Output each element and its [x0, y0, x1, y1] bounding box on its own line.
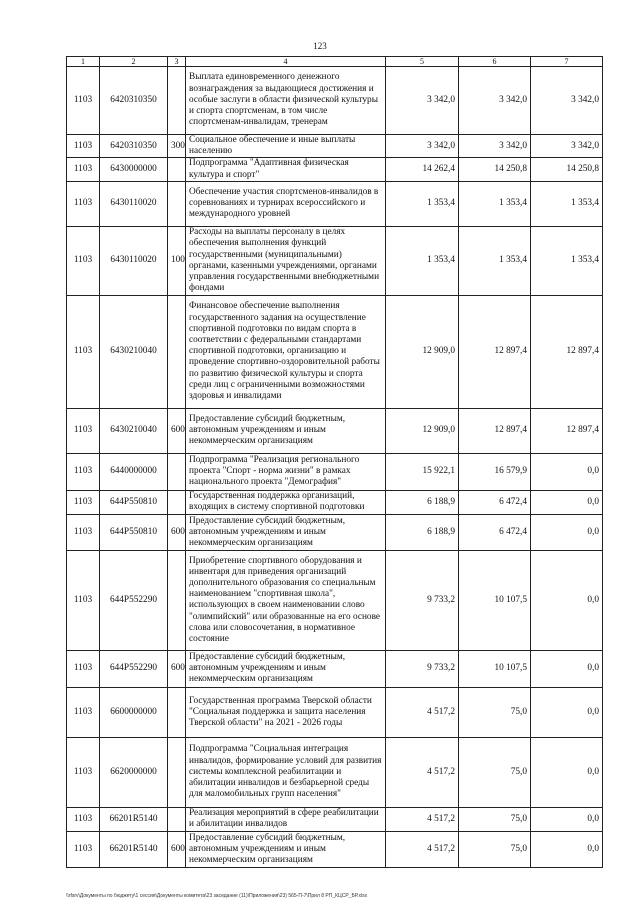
header-row: [67, 57, 603, 67]
expense-type-code: 600: [168, 831, 186, 867]
amount-col5: 6 188,9: [386, 490, 459, 514]
row-name: Подпрограмма "Адаптивная физическая культура и спорт": [186, 158, 386, 181]
expense-type-code: 100: [168, 226, 186, 295]
header-cell: 1: [67, 57, 100, 67]
expense-type-code: [168, 550, 186, 650]
table-row: [67, 514, 603, 550]
expense-type-code: [168, 687, 186, 737]
amount-col6: 75,0: [459, 831, 531, 867]
section-code: 1103: [67, 135, 100, 158]
amount-col7: 1 353,4: [531, 226, 603, 295]
table-row: [67, 687, 603, 737]
expense-type-code: [168, 158, 186, 181]
table-row: [67, 453, 603, 490]
amount-col5: 3 342,0: [386, 135, 459, 158]
amount-col6: 75,0: [459, 737, 531, 807]
amount-col5: 4 517,2: [386, 807, 459, 831]
table-row: [67, 550, 603, 650]
amount-col5: 12 909,0: [386, 408, 459, 453]
expense-type-code: 600: [168, 650, 186, 687]
amount-col5: 9 733,2: [386, 550, 459, 650]
header-cell: 6: [459, 57, 531, 67]
amount-col5: 15 922,1: [386, 453, 459, 490]
amount-col7: 0,0: [531, 550, 603, 650]
amount-col5: 4 517,2: [386, 831, 459, 867]
amount-col6: 1 353,4: [459, 181, 531, 226]
table-row: [67, 158, 603, 181]
amount-col6: 1 353,4: [459, 226, 531, 295]
amount-col7: 1 353,4: [531, 181, 603, 226]
target-article-code: 6420310350: [100, 67, 168, 135]
target-article-code: 6430000000: [100, 158, 168, 181]
section-code: 1103: [67, 737, 100, 807]
section-code: 1103: [67, 67, 100, 135]
target-article-code: 644P550810: [100, 490, 168, 514]
section-code: 1103: [67, 226, 100, 295]
row-name: Предоставление субсидий бюджетным, автономным учреждениям и иным некоммерческим организациям: [186, 650, 386, 687]
amount-col6: 3 342,0: [459, 67, 531, 135]
amount-col7: 0,0: [531, 831, 603, 867]
table-row: [67, 807, 603, 831]
amount-col5: 9 733,2: [386, 650, 459, 687]
amount-col7: 14 250,8: [531, 158, 603, 181]
amount-col7: 0,0: [531, 650, 603, 687]
target-article-code: 644P552290: [100, 650, 168, 687]
amount-col7: 0,0: [531, 453, 603, 490]
amount-col5: 6 188,9: [386, 514, 459, 550]
amount-col7: 3 342,0: [531, 67, 603, 135]
target-article-code: 6620000000: [100, 737, 168, 807]
target-article-code: 6440000000: [100, 453, 168, 490]
target-article-code: 6420310350: [100, 135, 168, 158]
amount-col7: 0,0: [531, 514, 603, 550]
amount-col6: 6 472,4: [459, 490, 531, 514]
table-row: [67, 650, 603, 687]
amount-col6: 16 579,9: [459, 453, 531, 490]
section-code: 1103: [67, 295, 100, 408]
row-name: Предоставление субсидий бюджетным, автономным учреждениям и иным некоммерческим организациям: [186, 408, 386, 453]
amount-col6: 14 250,8: [459, 158, 531, 181]
expense-type-code: 600: [168, 408, 186, 453]
table-row: [67, 226, 603, 295]
amount-col5: 4 517,2: [386, 737, 459, 807]
amount-col5: 14 262,4: [386, 158, 459, 181]
amount-col7: 12 897,4: [531, 408, 603, 453]
page-number: 123: [313, 41, 327, 51]
amount-col5: 12 909,0: [386, 295, 459, 408]
table-row: [67, 831, 603, 867]
row-name: Финансовое обеспечение выполнения государственного задания на осуществление спортивной подготовки по видам спорта в соответствии с федеральными стандартами спортивной подготовки, организацию и проведение спортивно-оздоровительной работы по развитию физической культуры и спорта среди лиц с ограниченными возможностями здоровья и инвалидами: [186, 295, 386, 408]
amount-col5: 1 353,4: [386, 226, 459, 295]
header-cell: 2: [100, 57, 168, 67]
target-article-code: 644P552290: [100, 550, 168, 650]
budget-table: [66, 56, 603, 868]
amount-col6: 3 342,0: [459, 135, 531, 158]
amount-col7: 0,0: [531, 737, 603, 807]
section-code: 1103: [67, 550, 100, 650]
row-name: Реализация мероприятий в сфере реабилитации и абилитации инвалидов: [186, 807, 386, 831]
expense-type-code: [168, 737, 186, 807]
row-name: Расходы на выплаты персоналу в целях обеспечения выполнения функций государственными (муниципальными) органами, казенными учреждениями, органами управления государственными внебюджетными фондами: [186, 226, 386, 295]
amount-col6: 10 107,5: [459, 650, 531, 687]
amount-col7: 12 897,4: [531, 295, 603, 408]
section-code: 1103: [67, 408, 100, 453]
target-article-code: 6430210040: [100, 295, 168, 408]
expense-type-code: [168, 295, 186, 408]
table-row: [67, 408, 603, 453]
section-code: 1103: [67, 181, 100, 226]
row-name: Подпрограмма "Реализация регионального проекта "Спорт - норма жизни" в рамках национального проекта "Демография": [186, 453, 386, 490]
header-cell: 5: [386, 57, 459, 67]
target-article-code: 644P550810: [100, 514, 168, 550]
table-row: [67, 181, 603, 226]
amount-col5: 4 517,2: [386, 687, 459, 737]
amount-col5: 1 353,4: [386, 181, 459, 226]
row-name: Государственная поддержка организаций, входящих в систему спортивной подготовки: [186, 490, 386, 514]
header-cell: 4: [186, 57, 386, 67]
target-article-code: 66201R5140: [100, 807, 168, 831]
row-name: Предоставление субсидий бюджетным, автономным учреждениям и иным некоммерческим организациям: [186, 514, 386, 550]
table-row: [67, 737, 603, 807]
row-name: Приобретение спортивного оборудования и инвентаря для приведения организаций дополнительного образования со специальным наименованием "спортивная школа", использующих в своем наименовании слово "олимпийский" или образованные на его основе слова или словосочетания, в нормативное состояние: [186, 550, 386, 650]
amount-col7: 0,0: [531, 807, 603, 831]
section-code: 1103: [67, 687, 100, 737]
target-article-code: 6600000000: [100, 687, 168, 737]
section-code: 1103: [67, 490, 100, 514]
target-article-code: 66201R5140: [100, 831, 168, 867]
table-row: [67, 67, 603, 135]
section-code: 1103: [67, 514, 100, 550]
section-code: 1103: [67, 650, 100, 687]
row-name: Выплата единовременного денежного вознаграждения за выдающиеся достижения и особые заслуги в области физической культуры и спорта спортсменам, в том числе спортсменам-инвалидам, тренерам: [186, 67, 386, 135]
table-row: [67, 490, 603, 514]
row-name: Подпрограмма "Социальная интеграция инвалидов, формирование условий для развития системы комплексной реабилитации и абилитации инвалидов и безбарьерной среды для маломобильных групп населения": [186, 737, 386, 807]
section-code: 1103: [67, 807, 100, 831]
amount-col5: 3 342,0: [386, 67, 459, 135]
amount-col6: 10 107,5: [459, 550, 531, 650]
target-article-code: 6430110020: [100, 181, 168, 226]
amount-col7: 0,0: [531, 687, 603, 737]
expense-type-code: [168, 67, 186, 135]
section-code: 1103: [67, 831, 100, 867]
expense-type-code: 300: [168, 135, 186, 158]
section-code: 1103: [67, 453, 100, 490]
row-name: Государственная программа Тверской области "Социальная поддержка и защита населения Тверской области" на 2021 - 2026 годы: [186, 687, 386, 737]
table-row: [67, 135, 603, 158]
header-cell: 3: [168, 57, 186, 67]
amount-col6: 6 472,4: [459, 514, 531, 550]
expense-type-code: 600: [168, 514, 186, 550]
amount-col7: 0,0: [531, 490, 603, 514]
section-code: 1103: [67, 158, 100, 181]
expense-type-code: [168, 490, 186, 514]
expense-type-code: [168, 181, 186, 226]
amount-col6: 75,0: [459, 807, 531, 831]
header-cell: 7: [531, 57, 603, 67]
row-name: Социальное обеспечение и иные выплаты населению: [186, 135, 386, 158]
expense-type-code: [168, 807, 186, 831]
amount-col7: 3 342,0: [531, 135, 603, 158]
target-article-code: 6430110020: [100, 226, 168, 295]
amount-col6: 12 897,4: [459, 295, 531, 408]
amount-col6: 75,0: [459, 687, 531, 737]
target-article-code: 6430210040: [100, 408, 168, 453]
file-path-footer: \\rfsrv\Документы по бюджету\1 сессия\Документы комитета\23 заседание (11)\Приложения\23) 565-П-7\Прил 8 РП_КЦСР_БР.xlsx: [66, 893, 368, 899]
amount-col6: 12 897,4: [459, 408, 531, 453]
expense-type-code: [168, 453, 186, 490]
row-name: Обеспечение участия спортсменов-инвалидов в соревнованиях и турнирах всероссийского и международного уровней: [186, 181, 386, 226]
table-row: [67, 295, 603, 408]
row-name: Предоставление субсидий бюджетным, автономным учреждениям и иным некоммерческим организациям: [186, 831, 386, 867]
